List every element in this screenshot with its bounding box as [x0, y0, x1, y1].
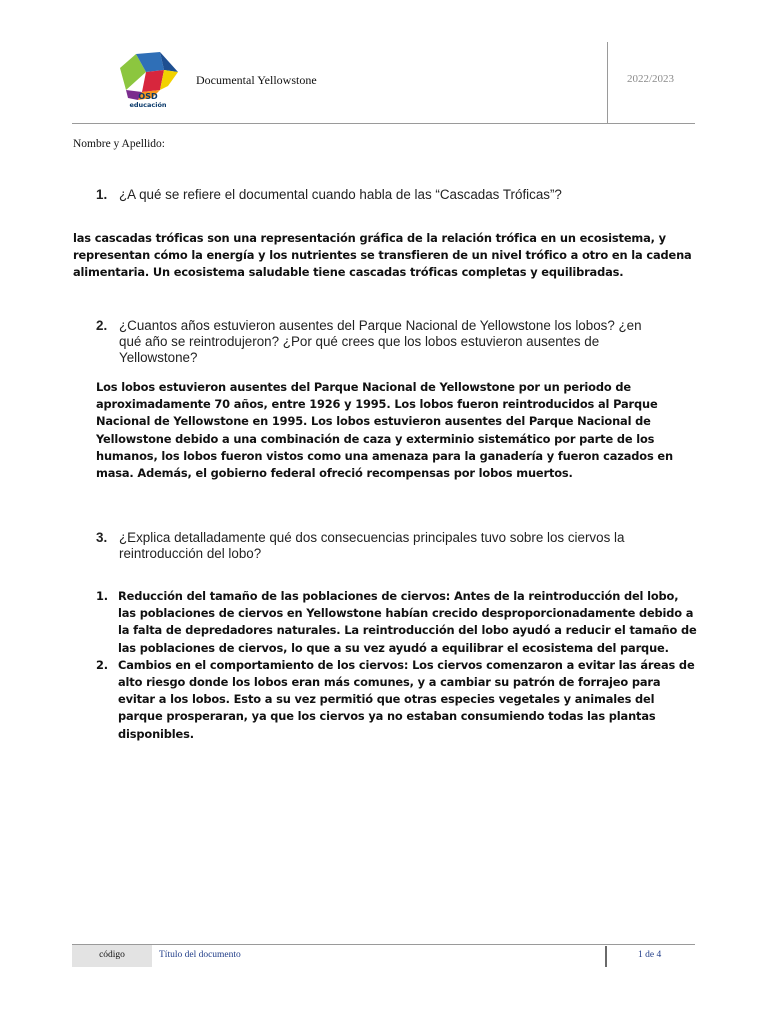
footer-code: código	[99, 950, 125, 960]
question-2-text: ¿Cuantos años estuvieron ausentes del Parque Nacional de Yellowstone los lobos? ¿en qué año se reintrodujeron? ¿Por qué crees que los lobos estuvieron ausentes de Yellowstone?	[119, 318, 642, 365]
question-2-answer: Los lobos estuvieron ausentes del Parque Nacional de Yellowstone por un periodo de aproximadamente 70 años, entre 1926 y 1995. Los lobos fueron reintroducidos al Parque Nacional de Yellowstone en 1995. Los lobos estuvieron ausentes del Parque Nacional de Yellowstone debido a una combinación de caza y exterminio sistemático por parte de los humanos, los lobos fueron vistos como una amenaza para la ganadería y fueron cazados en masa. Además, el gobierno federal ofreció recompensas por lobos muertos.	[96, 380, 673, 481]
logo-line1: OSD	[138, 92, 158, 101]
logo-wordmark	[128, 93, 168, 109]
footer-divider	[605, 946, 607, 967]
list-item-number: 2.	[96, 657, 108, 672]
list-item	[96, 588, 698, 657]
question-2-number: 2.	[96, 318, 108, 333]
footer-rule	[72, 944, 695, 945]
logo-line2: educación	[129, 101, 167, 109]
name-field-label: Nombre y Apellido:	[73, 138, 165, 150]
footer-document-title: Título del documento	[159, 950, 241, 960]
header-rule	[72, 123, 695, 124]
question-1-number: 1.	[96, 187, 108, 202]
header-divider	[607, 42, 608, 123]
question-3-text: ¿Explica detalladamente qué dos consecuencias principales tuvo sobre los ciervos la reintroducción del lobo?	[119, 530, 625, 561]
list-item-text: Reducción del tamaño de las poblaciones de ciervos: Antes de la reintroducción del lobo, las poblaciones de ciervos en Yellowstone habían crecido desproporcionadamente debido a la falta de depredadores naturales. La reintroducción del lobo ayudó a reducir el tamaño de las poblaciones de ciervos, lo que a su vez ayudó a equilibrar el ecosistema del parque.	[118, 589, 697, 655]
list-item	[96, 657, 698, 743]
document-title: Documental Yellowstone	[196, 73, 317, 87]
page-number: 1 de 4	[638, 950, 662, 960]
question-1-answer: las cascadas tróficas son una representación gráfica de la relación trófica en un ecosistema, y representan cómo la energía y los nutrientes se transfieren de un nivel trófico a otro en la cadena alimentaria. Un ecosistema saludable tiene cascadas tróficas completas y equilibradas.	[73, 231, 692, 280]
question-1-text: ¿A qué se refiere el documental cuando habla de las “Cascadas Tróficas”?	[119, 187, 562, 202]
list-item-number: 1.	[96, 589, 108, 603]
list-item-text: Cambios en el comportamiento de los ciervos: Los ciervos comenzaron a evitar las áreas de alto riesgo donde los lobos eran más comunes, y a cambiar su patrón de forrajeo para evitar a los lobos. Esto a su vez permitió que otras especies vegetales y animales del parque prosperaran, ya que los ciervos ya no estaban consumiendo todas las plantas disponibles.	[118, 657, 695, 741]
question-3-answer-list	[96, 588, 698, 743]
question-3-number: 3.	[96, 530, 108, 545]
school-year: 2022/2023	[627, 73, 675, 85]
